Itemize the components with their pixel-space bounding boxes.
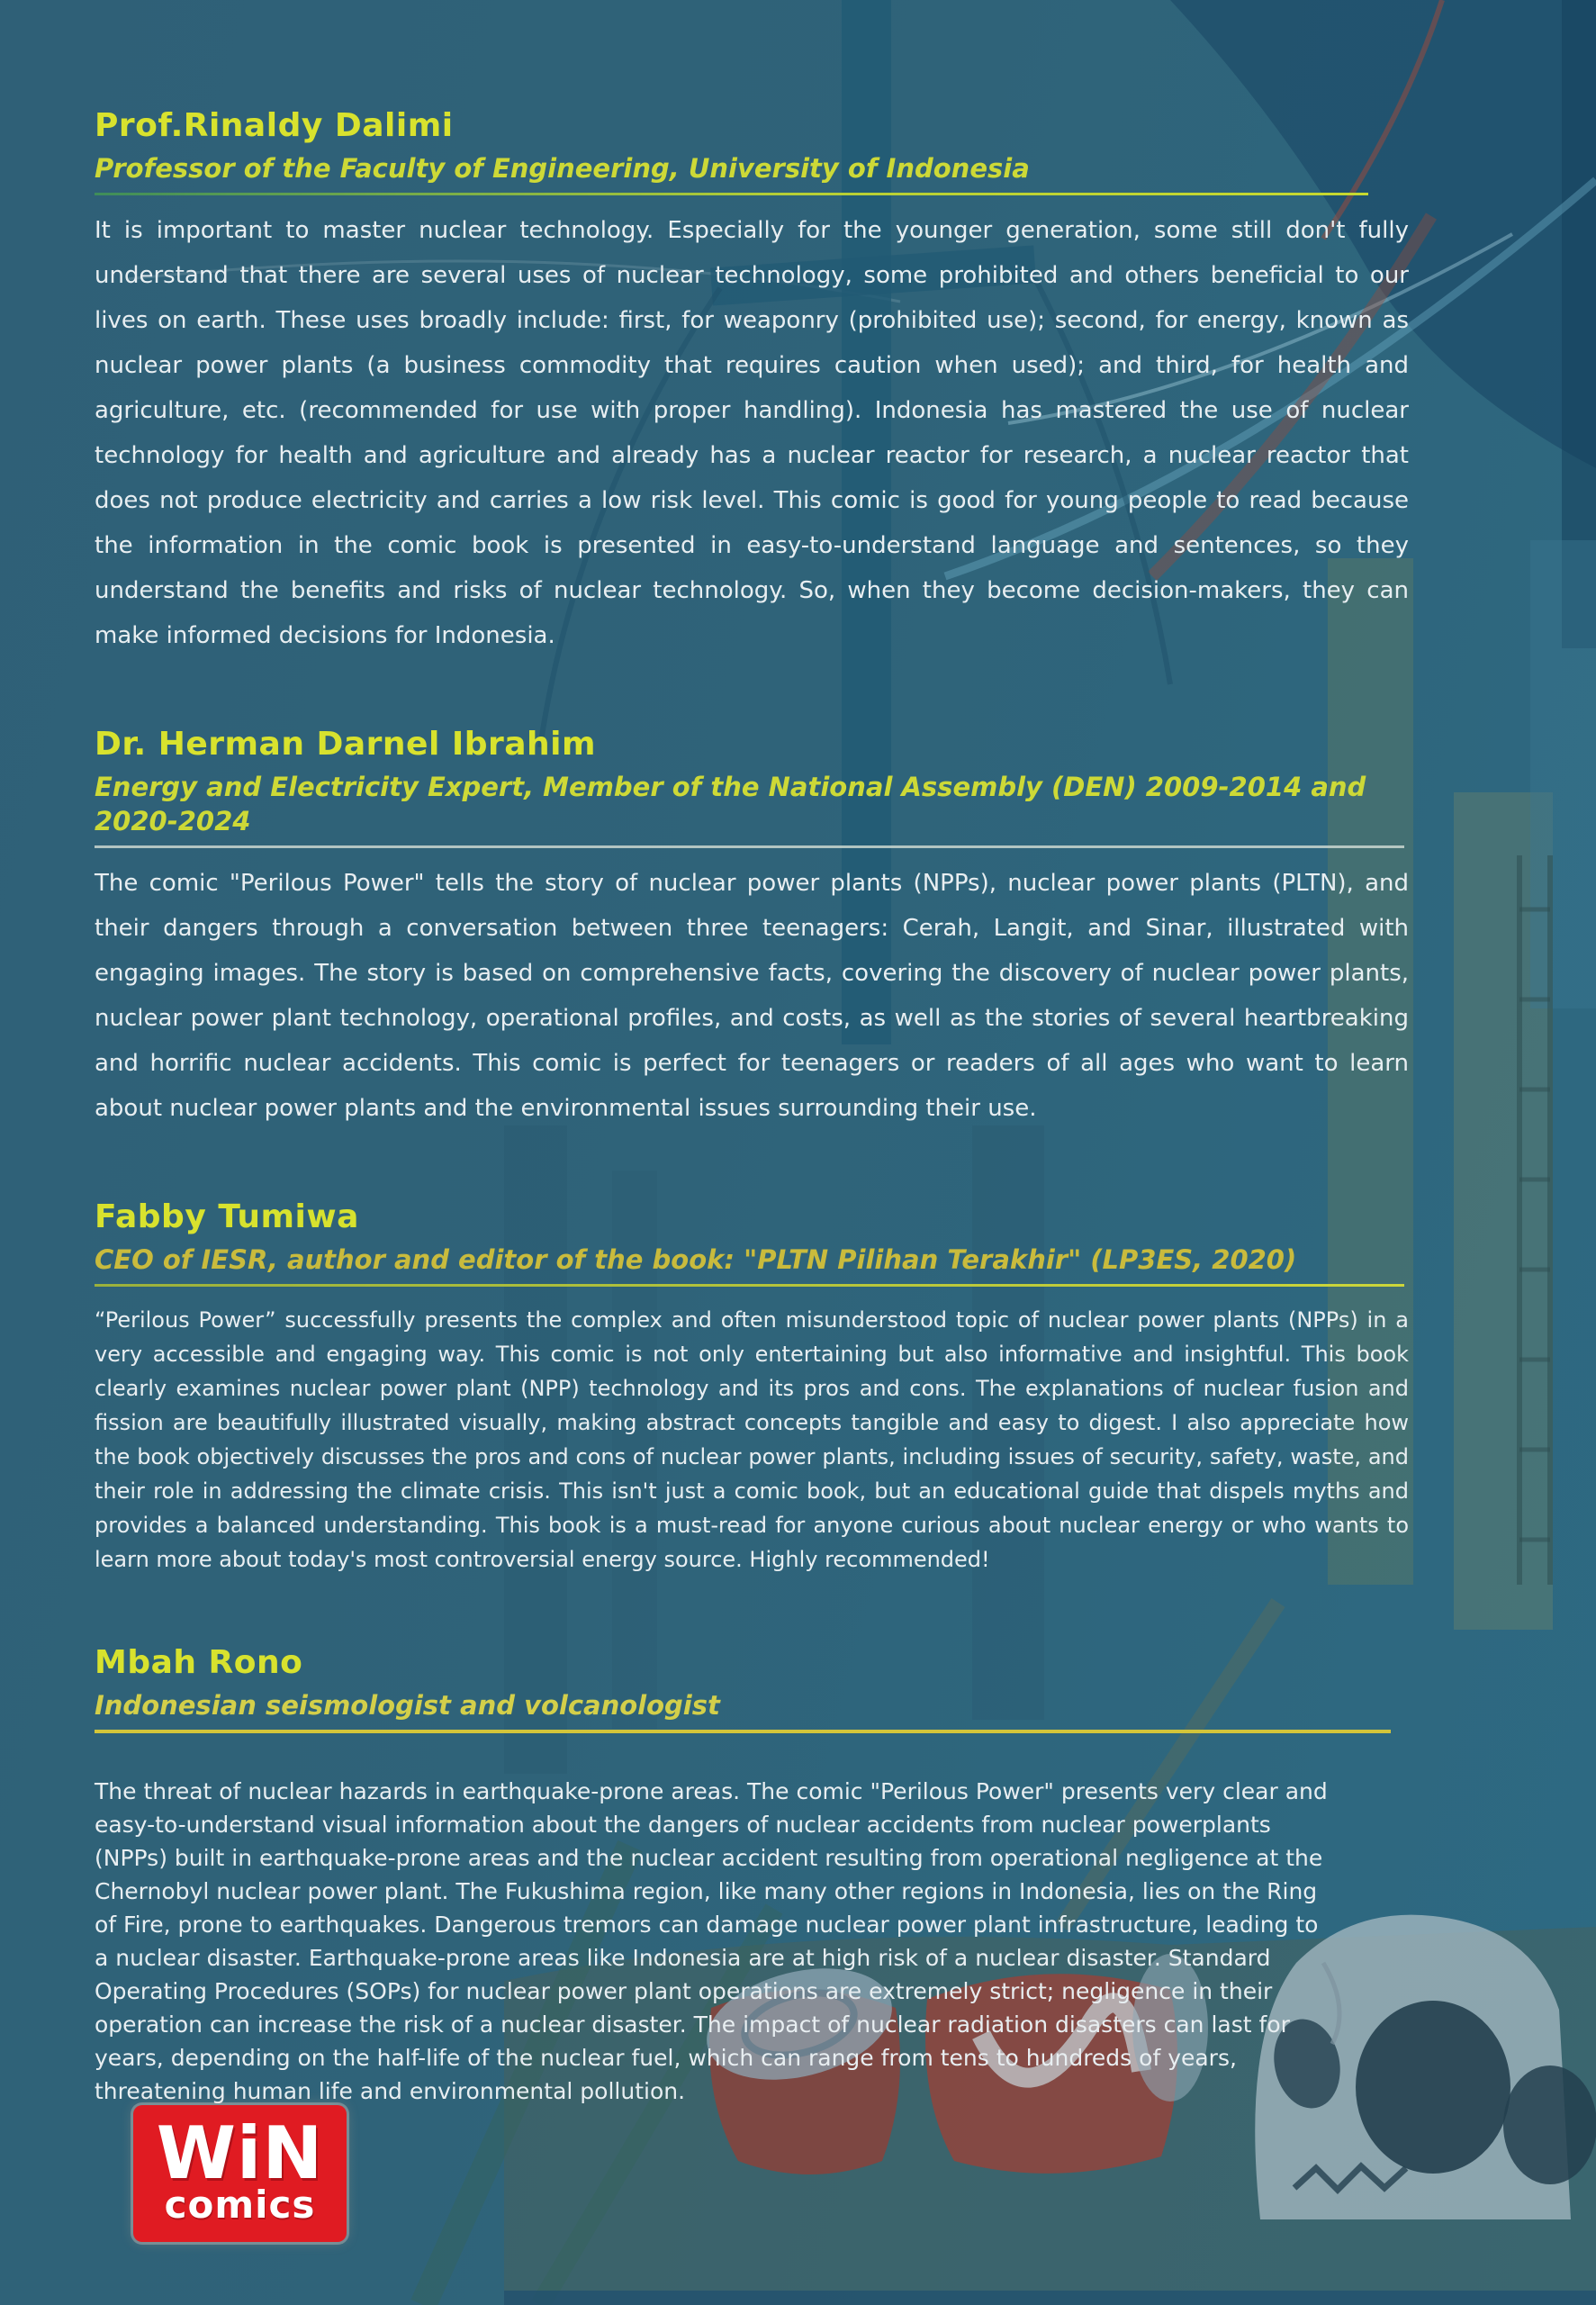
testimonial-quote: “Perilous Power” successfully presents the complex and often misunderstood topic of nuclear power plants (NPPs) in a very accessible and engaging way. This comic is not only entertaining but also informative and insightful. This book clearly examines nuclear power plant (NPP) technology and its pros and cons. The explanations of nuclear fusion and fission are beautifully illustrated visually, making abstract concepts tangible and easy to digest. I also appreciate how the book objectively discusses the pros and cons of nuclear power plants, including issues of security, safety, waste, and their role in addressing the climate crisis. This isn't just a comic book, but an educational guide that dispels myths and provides a balanced understanding. This book is a must-read for anyone curious about nuclear energy or who wants to learn more about today's most controversial energy source. Highly recommended! xyxy=(95,1307,1409,1572)
reviewer-title: Professor of the Faculty of Engineering, University of Indonesia xyxy=(95,153,1030,184)
logo-text-win: WiN xyxy=(156,2111,324,2195)
logo-text-comics: comics xyxy=(164,2183,316,2227)
testimonial-mbah-rono xyxy=(95,1643,1409,2108)
testimonial-quote: The comic "Perilous Power" tells the story of nuclear power plants (NPPs), nuclear power plants (PLTN), and their dangers through a conversation between three teenagers: Cerah, Langit, and Sinar, illustrated with engaging images. The story is based on comprehensive facts, covering the discovery of nuclear power plants, nuclear power plant technology, operational profiles, and costs, as well as the stories of several heartbreaking and horrific nuclear accidents. This comic is perfect for teenagers or readers of all ages who want to learn about nuclear power plants and the environmental issues surrounding their use. xyxy=(95,870,1409,1122)
testimonial-rinaldy-dalimi xyxy=(95,106,1409,658)
reviewer-name: Dr. Herman Darnel Ibrahim xyxy=(95,726,597,763)
divider-line xyxy=(95,1284,1404,1287)
testimonial-quote: It is important to master nuclear technology. Especially for the younger generation, some still don't fully understand that there are several uses of nuclear technology, some prohibited and others beneficial to our lives on earth. These uses broadly include: first, for weaponry (prohibited use); second, for energy, known as nuclear power plants (a business commodity that requires caution when used); and third, for health and agriculture, etc. (recommended for use with proper handling). Indonesia has mastered the use of nuclear technology for health and agriculture and already has a nuclear reactor for research, a nuclear reactor that does not produce electricity and carries a low risk level. This comic is good for young people to read because the information in the comic book is presented in easy-to-understand language and sentences, so they understand the benefits and risks of nuclear technology. So, when they become decision-makers, they can make informed decisions for Indonesia. xyxy=(95,217,1409,649)
reviewer-name: Mbah Rono xyxy=(95,1644,303,1681)
reviewer-title: CEO of IESR, author and editor of the book: "PLTN Pilihan Terakhir" (LP3ES, 2020) xyxy=(95,1244,1297,1275)
divider-line xyxy=(95,193,1368,195)
win-comics-logo xyxy=(133,2105,347,2242)
divider-line xyxy=(95,1730,1391,1733)
reviewer-title: Energy and Electricity Expert, Member of the National Assembly (DEN) 2009-2014 and 2020-2024 xyxy=(95,772,1366,836)
reviewer-title: Indonesian seismologist and volcanologist xyxy=(95,1690,720,1721)
divider-line xyxy=(95,845,1404,848)
reviewer-name: Fabby Tumiwa xyxy=(95,1198,359,1235)
testimonial-herman-darnel-ibrahim xyxy=(95,725,1409,1131)
reviewer-name: Prof.Rinaldy Dalimi xyxy=(95,107,454,144)
testimonial-quote: The threat of nuclear hazards in earthquake-prone areas. The comic "Perilous Power" presents very clear and easy-to-understand visual information about the dangers of nuclear accidents from nuclear powerplants (NPPs) built in earthquake-prone areas and the nuclear accident resulting from operational negligence at the Chernobyl nuclear power plant. The Fukushima region, like many other regions in Indonesia, lies on the Ring of Fire, prone to earthquakes. Dangerous tremors can damage nuclear power plant infrastructure, leading to a nuclear disaster. Earthquake-prone areas like Indonesia are at high risk of a nuclear disaster. Standard Operating Procedures (SOPs) for nuclear power plant operations are extremely strict; negligence in their operation can increase the risk of a nuclear disaster. The impact of nuclear radiation disasters can last for years, depending on the half-life of the nuclear fuel, which can range from tens to hundreds of years, threatening human life and environmental pollution. xyxy=(95,1778,1328,2104)
testimonial-fabby-tumiwa xyxy=(95,1198,1409,1577)
